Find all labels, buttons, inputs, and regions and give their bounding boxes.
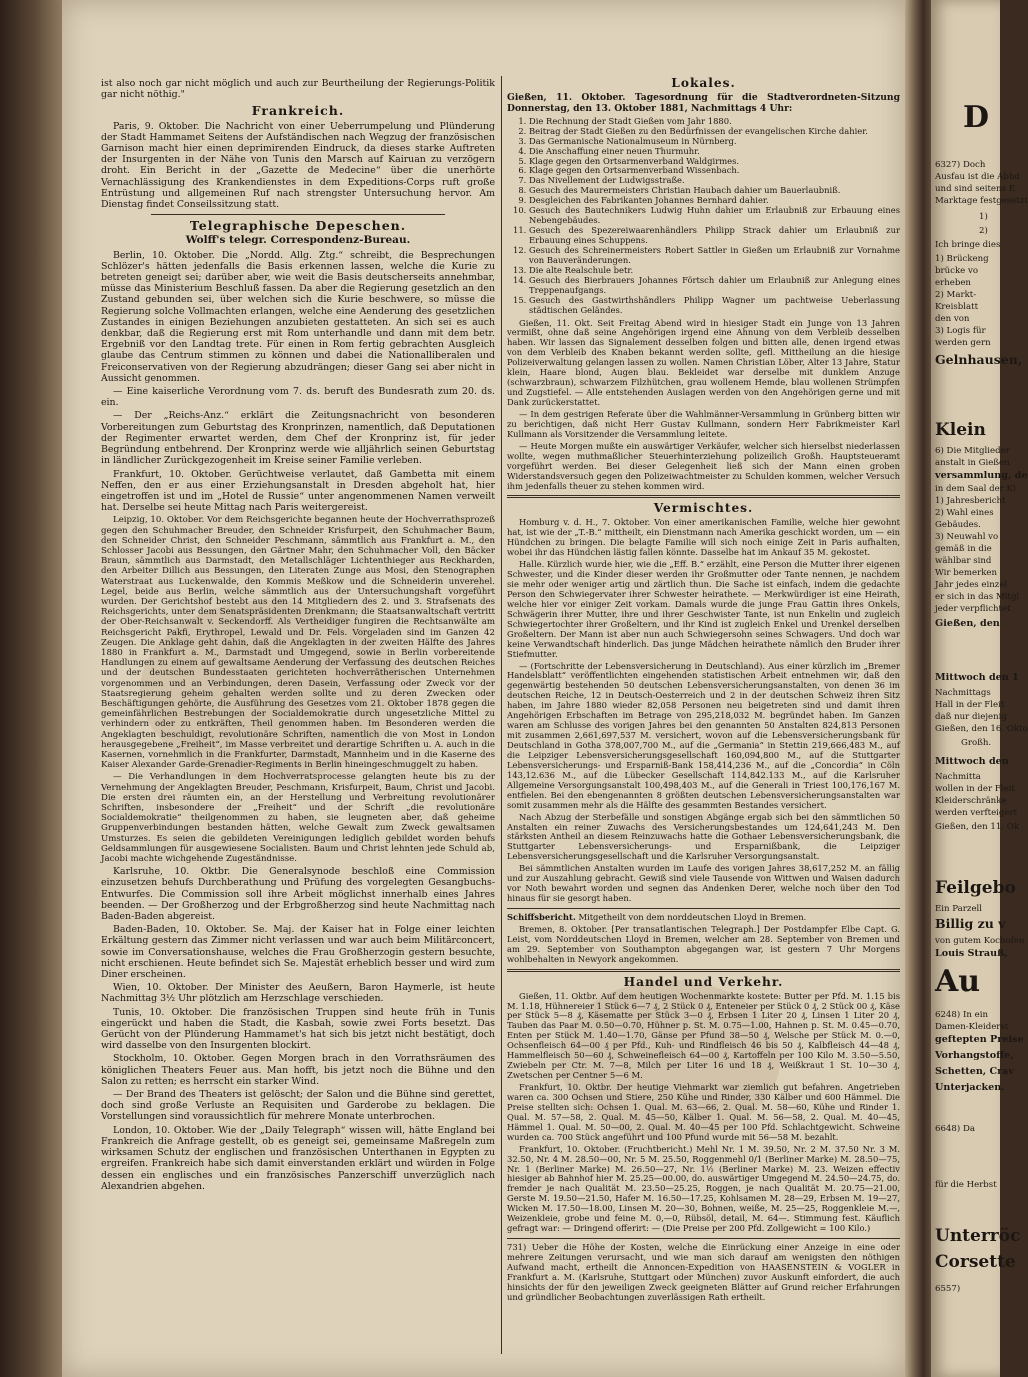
fragment-text: Billig zu v [935,916,1006,931]
fragment-text: geftepten Preise [935,1034,1024,1045]
agenda-item: 2. Beitrag der Stadt Gießen zu den Bedürfnissen der evangelischen Kirche dahier. [529,127,900,137]
left-column [101,78,495,1194]
article-giessen-missing-boy: Gießen, 11. Okt. Seit Freitag Abend wird in hiesiger Stadt ein Junge von 13 Jahren vermißt, ohne daß seine Angehörigen irgend eine Ahnung von dem Verbleib desselben haben. Wir lassen das Signalement desselben folgen und bitten alle, denen irgend etwas von dem Verbleib des Knaben bekannt werden sollte, gefl. Mittheilung an die hiesige Polizeiverwaltung gelangen lassen zu wollen. Namen Christian Löber, Alter 13 Jahre, Statur klein, Haare blond, Augen blau. Bekleidet war derselbe mit dunklem Anzuge (schwarzbraun), schwarzem Filzhütchen, grau wollenem Hemde, blau wollenen Strümpfen und Zugstiefel. — Alle entstehenden Auslagen werden von den Angehörigen gerne und mit Dank zurückerstattet. [507,317,900,408]
agenda-item: 5. Klage gegen den Ortsarmenverband Waldgirmes. [529,157,900,167]
fragment-text: 3) Logis für [935,326,986,336]
article-stockholm: Stockholm, 10. Oktober. Gegen Morgen brach in den Vorrathsräumen des königlichen Theaters Feuer aus. Man hofft, bis jetzt noch die Bühne und den Salon zu retten; es herrscht ein starker Wind. [101,1053,495,1087]
fragment-text: Gelnhausen, [935,352,1023,367]
fragment-text: wählbar sind [935,556,992,566]
fragment-text: werden gern [935,338,991,348]
section-subheading-telegraph: Wolff's telegr. Correspondenz-Bureau. [185,234,411,247]
schiffsbericht-source: Mitgetheilt von dem norddeutschen Lloyd in Bremen. [578,912,807,922]
fragment-text: 6557) [935,1284,961,1294]
right-column [507,78,900,1305]
article-london: London, 10. Oktober. Wie der „Daily Telegraph“ wissen will, hätte England bei Frankreich die Anfrage gestellt, ob es geneigt sei, gemeinsame Maßregeln zum wirksamen Schutz der englischen und französischen Unterthanen in Egypten zu ergreifen. Frankreich habe sich damit einverstanden erklärt und würden in Folge dessen ein englisches und ein französisches Panzerschiff unverzüglich nach Alexandrien abgehen. [101,1124,495,1192]
divider [507,969,900,972]
fragment-text: 3) Neuwahl vo [935,532,999,542]
agenda-item: 4. Die Anschaffung einer neuen Thurmuhr. [529,147,900,157]
column-rule [501,76,502,1354]
article-giessen-police: — Heute Morgen mußte ein auswärtiger Verkäufer, welcher sich hierselbst niederlassen wollte, wegen muthmaßlicher Steuerhinterziehung polizeilich Großh. Hauptsteueramt vorgeführt werden. Bei dieser Gelegenheit ließ sich der Mann einen groben Widerstandsversuch gegen den Polizeiwachtmeister zu Schulden kommen, welcher Versuch ihm jedenfalls theuer zu stehen kommen wird. [507,440,900,491]
fragment-text: jeder verpflichtet [935,604,1011,614]
fragment-text: Louis Strauß, [935,948,1008,959]
article-halle: Halle. Kürzlich wurde hier, wie die „Eff. B.“ erzählt, eine Person die Mutter ihrer eigenen Schwester, und die Kinder dieser werden ihr Großmutter oder Tante nennen, je nachdem sie mehr oder weniger artig und zärtlich thun. Die Sache ist einfach, indem die gedachte Person den Schwiegervater ihrer Schwester heirathete. — Merkwürdiger ist eine Heirath, welche hier vor einiger Zeit vorkam. Damals wurde die junge Frau Gattin ihres Onkels, Schwägerin ihrer Mutter, ihre und ihrer Geschwister Tante, ist nun Enkelin und zugleich Schwiegertochter ihrer Großeltern, und ihr Kind ist zugleich Enkel und Urenkel derselben Großeltern. Der Mann ist aber nun auch Schwiegersohn seines Schwagers. Und doch war keine Verwandtschaft hinderlich. Das junge Mädchen heirathete nämlich den Bruder ihrer Stiefmutter. [507,559,900,659]
agenda-item: 7. Das Nivellement der Ludwigsstraße. [529,176,900,186]
section-heading-handel: Handel und Verkehr. [623,974,784,989]
fragment-text: Marktage festgesetzt [935,196,1028,206]
fragment-text: von gutem Kochofen [935,936,1025,946]
intro-text: ist also noch gar nicht möglich und auch zur Beurtheilung der Regierungs-Politik gar nicht nöthig." [101,78,495,101]
fragment-text: D [963,100,990,135]
fragment-text: brücke vo [935,266,979,276]
fragment-text: für die Herbst [935,1180,997,1190]
fragment-text: Unterjacken. [935,1082,1005,1093]
article-insurance-3: Bei sämmtlichen Anstalten wurden im Laufe des vorigen Jahres 38,617,252 M. an fällig und zur Auszahlung gebracht. Gewiß sind viele Tausende von Wittwen und Waisen dadurch vor Noth bewahrt worden und segnen das Andenken Derer, welche noch über den Tod hinaus für sie gesorgt haben. [507,863,900,904]
article-schiffsbericht: Bremen, 8. Oktober. [Per transatlantischen Telegraph.] Der Postdampfer Elbe Capt. G. Leist, vom Norddeutschen Lloyd in Bremen, welcher am 28. September von Bremen und am 29. September von Southampton abgegangen war, ist gestern 7 Uhr Morgens wohlbehalten in Newyork angekommen. [507,923,900,964]
agenda-item: 10. Gesuch des Bautechnikers Ludwig Huhn dahier um Erlaubniß zur Erbauung eines Nebengebäudes. [529,206,900,226]
fragment-text: Hall in der Fleit [935,700,1005,710]
article-baden: Baden-Baden, 10. Oktober. Se. Maj. der Kaiser hat in Folge einer leichten Erkältung gestern das Zimmer nicht verlassen und war auch beim Militärconcert, sowie im Conversationshause, welches die Frau Großherzogin gestern besuchte, nicht erschienen. Heute befindet sich Se. Majestät erheblich besser und wird zum Diner erscheinen. [101,924,495,981]
section-heading-telegraph: Telegraphische Depeschen. [189,218,407,234]
fragment-text: Ausfau ist die Abhd [935,172,1020,182]
fragment-text: in dem Saal der Kl [935,484,1016,494]
fragment-text: versammlung, de [935,470,1028,481]
article-insurance-2: Nach Abzug der Sterbefälle und sonstigen Abgänge ergab sich bei den sämmtlichen 50 Anstalten ein reiner Zuwachs des Versicherungsbestandes um 124,641,243 M. Den stärksten Antheil an diesem Reinzuwachs hatte die Gothaer Lebensversicherungsbank, die Stuttgarter Lebensversicherungs- und Ersparnißbank, die Leipziger Lebensversicherungsgesellschaft und die Karlsruher Versorgungsanstalt. [507,811,900,862]
agenda-item: 6. Klage gegen den Ortsarmenverband Wissenbach. [529,166,900,176]
fragment-text: Nachmitta [935,772,981,782]
fragment-text: Mittwoch den [935,756,1009,767]
agenda-item: 9. Desgleichen des Fabrikanten Johannes Bernhard dahier. [529,196,900,206]
divider [507,908,900,909]
fragment-text: anstalt in Gießen [935,458,1010,468]
article-karlsruhe: Karlsruhe, 10. Oktbr. Die Generalsynode beschloß eine Commission einzusetzen behufs Durchberathung und Prüfung des vorgelegten Gesangbuchs-Entwurfes. Die Commission soll ihre Arbeit möglichst innerhalb eines Jahres beenden. — Der Großherzog und der Erbgroßherzog sind heute Nachmittag nach Baden-Baden abgereist. [101,866,495,923]
fragment-text: Gießen, den [935,618,1000,629]
agenda-item: 15. Gesuch des Gastwirthshändlers Philipp Wagner um pachtweise Ueberlassung städtischen Geländes. [529,296,900,316]
market-report-frankfurt-cattle: Frankfurt, 10. Oktbr. Der heutige Viehmarkt war ziemlich gut befahren. Angetrieben waren ca. 300 Ochsen und Stiere, 250 Kühe und Rinder, 330 Kälber und 600 Hämmel. Die Preise stellten sich: Ochsen 1. Qual. M. 63—66, 2. Qual. M. 58—60, Kühe und Rinder 1. Qual. M. 57—58, 2. Qual. M. 45—50, Kälber 1. Qual. M. 56—58, 2. Qual. M. 40—45, Hämmel 1. Qual. M. 50—00, 2. Qual. M. 40—45 per 100 Pfd. Schlachtgewicht. Schweine wurden ca. 700 Stück angeführt und 100 Pfund wurde mit 56—58 M. bezahlt. [507,1082,900,1142]
article-leipzig: Leipzig, 10. Oktober. Vor dem Reichsgerichte begannen heute der Hochverrathsprozeß gegen den Schuhmacher Breuder, den Schneider Krisfurpeit, den Schuhmacher Baum, den Schneider Christ, den Schneider Peschmann, sämmtlich aus Frankfurt a. M., den Schlosser Jacobi aus Bessungen, den Gärtner Mahr, den Schuhmacher Voll, den Bäcker Braun, sämmtlich aus Darmstadt, den Metallschläger Lichtenthieger aus Reckharden, den Arbeiter Dillich aus Bessungen, den Literaten Zunge aus Mosi, den Stenographen Waterstraat aus Luckenwalde, den Kommis Meßkow und die Schneiderin unverehel. Legel, beide aus Berlin, welche sämmtlich aus der Untersuchungshaft vorgeführt wurden. Der Gerichtshof bestebt aus den 14 Mitgliedern des 2. und 3. Strafsenats des Reichsgerichts, unter dem Senatspräsidenten Drenkmann; die Staatsanwaltschaft vertritt der Ober-Reichsanwalt v. Seckendorff. Als Vertheidiger fungiren die Rechtsanwälte am Reichsgericht Pakfi, Erythropel, Lewald und Dr. Fels. Vorgeladen sind im Ganzen 42 Zeugen. Die Anklage geht dahin, daß die Angeklagten in der zweiten Hälfte des Jahres 1880 in Frankfurt a. M., Darmstadt und Umgegend, sowie in Berlin vorbereitende Handlungen zu einem auf gewaltsame Aenderung der Verfassung des deutschen Reiches und der deutschen Bundesstaaten gerichteten hochverrätherischen Unternehmen vorgenommen und an Verbindungen, deren Dasein, Verfassung oder Zweck vor der Staatsregierung geheim gehalten werden sollte und zu deren Zwecken oder Beschäftigungen gehörte, die Ausführung des Gesetzes vom 21. Oktober 1878 gegen die gemeinfährlichen Bestrebungen der Socialdemokratie durch ungesetzliche Mittel zu verhindern oder zu entkräften, Theil genommen haben. Im Besonderen werden die Angeklagten beschuldigt, revolutionäre Schriften, namentlich die von Most in London herausgegebene „Freiheit“, im Masse verbreitet und derartige Schriften u. A. auch in die Kasernen, vornehmlich in die Frankfurter, Darmstadt, Mannheim und in die Kaserne des Kaiser Alexander Garde-Grenadier-Regiments in Berlin hineingeschmuggelt zu haben. [101,515,495,771]
article-berlin-3: — Der „Reichs-Anz.“ erklärt die Zeitungsnachricht von besonderen Vorbereitungen zum Geburtstag des Kronprinzen, namentlich, daß Deputationen der Regimenter erwartet werden, dem Chef der Kronprinz ist, für jeder Begründung entbehrend. Der Kronprinz werde wie alljährlich seinen Geburtstag in ländlicher Zurückgezogenheit im Kreise seiner Familie verleben. [101,410,495,467]
fragment-text: Klein [935,420,986,440]
fragment-text: erheben [935,278,971,288]
fragment-text: Gebäudes. [935,520,981,530]
article-homburg: Homburg v. d. H., 7. Oktober. Von einer amerikanischen Familie, welche hier gewohnt hat, ist wie der „T.-B.“ mittheilt, ein Dienstmann nach Amerika geschickt worden, um — ein Hündchen zu bringen. Die belagte Familie will sich noch einige Zeit in Paris aufhalten, wobei ihr das Hündchen lästig fallen könnte. Dasselbe hat im Ankauf 35 M. gekostet. [507,517,900,558]
fragment-text: und sind seitens E [935,184,1015,194]
agenda-item: 14. Gesuch des Bierbrauers Johannes Förtsch dahier um Erlaubniß zur Anlegung eines Treppenaufgangs. [529,276,900,296]
fragment-text: Jahr jedes einzel [935,580,1008,590]
fragment-text: wollen in der Fleit [935,784,1015,794]
agenda-list [507,117,900,316]
article-berlin: Berlin, 10. Oktober. Die „Nordd. Allg. Ztg.“ schreibt, die Besprechungen Schlözer's hätten jedenfalls die Basis erkennen lassen, welche die Kurie zu betreten geneigt sei; darüber aber, wie weit die Basis deutscherseits annehmbar, müsse das Ministerium Beschluß fassen. Da aber die Regierung gesetzlich an den Zustand gebunden sei, über welchen sich die Kurie beschwere, so müsse die Regierung solche Vollmachten erlangen, welche eine Aenderung des gesetzlichen Zustandes in einigen Beziehungen anzubieten gestatteten. An sich sei es auch denkbar, daß die Regierung erst mit Rom unterhandle und dann mit dem betr. Ergebniß vor den Landtag trete. Für einen in Rom fertig gebrachten Ausgleich glaube das Centrum stimmen zu können und dabei die Nationalliberalen und Freiconservativen von der Regierung abzudrängen; dieser Gang sei aber nicht in Aussicht genommen. [101,249,495,384]
fragment-text: daß nur diejenig [935,712,1007,722]
agenda-item: 11. Gesuch des Spezereiwaarenhändlers Philipp Strack dahier um Erlaubniß zur Erbauung eines Schuppens. [529,226,900,246]
market-report-frankfurt-grain: Frankfurt, 10. Oktober. (Fruchtbericht.) Mehl Nr. 1 M. 39.50, Nr. 2 M. 37.50 Nr. 3 M. 32.50, Nr. 4 M. 28.50—00, Nr. 5 M. 25.50, Roggenmehl 0/1 (Berliner Marke) M. 28.50—75, Nr. 1 (Berliner Marke) M. 26.50—27, Nr. 1½ (Berliner Marke) M. 23. Weizen effectiv hiesiger ab Bahnhof hier M. 25.25—00.00, do. auswärtiger Umgegend M. 24.50—24.75, do. fremder je nach Qualität M. 23.50—25.25, Roggen, je nach Qualität M. 20.75—21.00, Gerste M. 19.50—21.50, Hafer M. 16.50—17.25, Kohlsamen M. 28—29, Erbsen M. 19—27, Wicken M. 17.50—18.00, Linsen M. 20—30, Bohnen, weiße, M. 25—25, Roggenkleie M.—, Weizenkleie, grobe und feine M. 0,—0, Rübsöl, detail, M. 64—. Stimmung fest. Käuflich gefragt war: — Dringend offerirt: — (Die Preise per 200 Pfd. Zollgewicht = 100 Kilo.) [507,1143,900,1234]
fragment-text: Großh. [961,738,992,748]
fragment-text: 6327) Doch [935,160,986,170]
fragment-text: Mittwoch den 1 [935,672,1019,683]
fragment-text: Unterröc [935,1226,1021,1246]
fragment-text: Feilgebo [935,878,1016,898]
fragment-text: Ich bringe dies [935,240,1001,250]
fragment-text: Damen-Kleiderst [935,1022,1009,1032]
fragment-text: 1) [979,212,988,222]
page-fold [905,0,931,1377]
article-stockholm-2: — Der Brand des Theaters ist gelöscht; der Salon und die Bühne sind gerettet, doch sind große Verluste an Requisiten und Garderobe zu beklagen. Die Vorstellungen sind voraussichtlich für mehrere Monate unterbrochen. [101,1089,495,1123]
fragment-text: Kreisblatt [935,302,979,312]
agenda-item: 1. Die Rechnung der Stadt Gießen vom Jahr 1880. [529,117,900,127]
fragment-text: Gießen, den 11. Ok [935,822,1020,832]
article-berlin-2: — Eine kaiserliche Verordnung vom 7. ds. beruft des Bundesrath zum 20. ds. ein. [101,386,495,409]
agenda-item: 3. Das Germanische Nationalmuseum in Nürnberg. [529,137,900,147]
fragment-text: Wir bemerken [935,568,998,578]
fragment-text: Vorhangstoffe, [935,1050,1014,1061]
fragment-text: Gießen, den 16. Okto [935,724,1028,734]
article-leipzig-2: — Die Verhandlungen in dem Hochverratsprocesse gelangten heute bis zu der Vernehmung der Angeklagten Breuder, Peschmann, Krisfurpeit, Baum, Christ und Jacobi. Die ersten drei räumten ein, an der Herstellung und Verbreitung revolutionärer Schriften, insbesondere der „Freiheit“ und der Schrift „die revolutionäre Socialdemokratie“ theilgenommen zu haben, sie leugneten aber, daß geheime Gruppenverbindungen bestanden hätten, welche Gewalt zum Zweck gewaltsamen Umsturzes. Es seien die gebildeten Vereinigungen lediglich gebildet worden behufs Geldsammlungen für ausgewiesene Socialisten. Baum und Christ lehnten jede Schuld ab, Jacobi machte wichgehende Zugeständnisse. [101,772,495,865]
fragment-text: er sich in das Mitgl [935,592,1020,602]
article-insurance: — (Fortschritte der Lebensversicherung in Deutschland). Aus einer kürzlich im „Bremer Handelsblatt“ veröffentlichten eingehenden statistischen Arbeit entnehmen wir, daß den gegenwärtig bestehenden 50 deutschen Lebensversicherungsanstalten, von denen 36 im deutschen Reiche, 12 in Deutsch-Oesterreich und 2 in der deutschen Schweiz ihren Sitz haben, im Jahre 1880 wieder 82,058 Personen neu beigetreten sind und damit ihren Angehörigen Erbschaften im Betrage von 295,218,032 M. begründet haben. Im Ganzen waren am Schlusse des vorigen Jahres bei den genannten 50 Anstalten 824,813 Personen mit zusammen 2,661,697,537 M. versichert, wovon auf die Lebensversicherungsbank für Deutschland in Gotha 378,007,700 M., auf die „Germania“ in Stettin 219,666,483 M., auf die Leipziger Lebensversicherungsgesellschaft 160,094,800 M., auf die Stuttgarter Lebensversicherungs- und Ersparniß-Bank 158,414,236 M., auf die „Concordia“ in Cöln 143,12.636 M., auf die Lübecker Gesellschaft 114,842.133 M., auf die Karlsruher Allgemeine Versorgungsanstalt 100,498,403 M., auf die Generali in Triest 100,176,167 M. entfielen. Bei den ebengenannten 8 größten deutschen Lebensversicherungsanstalten war somit zusammen mehr als die Hälfte des gesammten Bestandes versichert. [507,660,900,810]
fragment-text: 2) [979,226,988,236]
article-wien: Wien, 10. Oktober. Der Minister des Aeußern, Baron Haymerle, ist heute Nachmittag 3½ Uhr plötzlich am Herzschlage verschieden. [101,982,495,1005]
fragment-text: 1) Jahresbericht [935,496,1006,506]
fragment-text: Au [935,964,981,999]
article-paris: Paris, 9. Oktober. Die Nachricht von einer Ueberrumpelung und Plünderung der Stadt Hammamet Seitens der Aufständischen nach Wegzug der französischen Garnison macht hier einen deprimirenden Eindruck, da dieses starke Auftreten der Insurgenten in der Nähe von Tunis den Marsch auf Kairuan zu verzögern droht. Ein Bericht in der „Gazette de Medecine“ über die unerhörte Vernachlässigung des Krankendienstes in dem Expeditions-Corps ruft große Entrüstung und allgemeinen Ruf nach strengster Untersuchung hervor. Am Dienstag findet Conseilssitzung statt. [101,120,495,211]
agenda-item: 13. Die alte Realschule betr. [529,266,900,276]
divider [151,214,445,215]
divider [507,495,900,498]
article-frankfurt: Frankfurt, 10. Oktober. Gerüchtweise verlautet, daß Gambetta mit einem Neffen, den er aus einer Erziehungsanstalt in Dresden abgeholt hat, hier eingetroffen ist und im „Hotel de Russie“ unter angenommenen Namen verweilt hat. Derselbe sei heute Mittag nach Paris weitergereist. [101,468,495,514]
section-heading-vermischtes: Vermischtes. [653,501,754,516]
fragment-text: 2) Wahl eines [935,508,994,518]
fragment-text: Corsette [935,1252,1016,1272]
fragment-text: den von [935,314,970,324]
fragment-text: 6648) Da [935,1124,975,1134]
section-heading-lokales: Lokales. [671,76,736,90]
market-report-giessen: Gießen, 11. Oktbr. Auf dem heutigen Wochenmarkte kostete: Butter per Pfd. M. 1.15 bis M. 1.18, Hühnereier 1 Stück 6—7 ₰, 2 Stück 0 ₰, Enteneier per Stück 0 ₰, 2 Stück 00 ₰, Käse per Stück 5—8 ₰, Käsematte per Stück 3—0 ₰, Erbsen 1 Liter 20 ₰, Linsen 1 Liter 20 ₰, Tauben das Paar M. 0.50—0.70, Hühner p. St. M. 0.75—1.00, Hahnen p. St. M. 0.45—0.70, Enten per Stück M. 1.40—1.70, Gänse per Pfund 38—50 ₰, Welsche per Stück M. 0.—0, Ochsenfleisch 64—00 ₰ per Pfd., Kuh- und Rindfleisch 46 bis 50 ₰, Kalbfleisch 44—48 ₰, Hammelfleisch 50—60 ₰, Schweinefleisch 64—00 ₰, Kartoffeln per 100 Kilo M. 3.50—5.50, Zwiebeln per Ctr. M. 7—8, Milch per Liter 16 und 18 ₰, Weißkraut 1 St. 10—30 ₰, Zwetschen per Centner 5—6 M. [507,990,900,1081]
adjacent-page-fragment [931,0,1028,1377]
fragment-text: Nachmittags [935,688,991,698]
fragment-text: Schetten, Crav [935,1066,1014,1077]
fragment-text: 2) Markt- [935,290,977,300]
article-giessen-correction: — In dem gestrigen Referate über die Wahlmänner-Versammlung in Grünberg bitten wir zu berichtigen, daß nicht Herr Gustav Kullmann, sondern Herr Fabrikmeister Karl Kullmann als Vorsitzender die Versammlung leitete. [507,408,900,439]
section-heading-schiffsbericht: Schiffsbericht. [507,912,576,922]
fragment-text: werden verfteigert [935,808,1018,818]
fragment-text: 6248) In ein [935,1010,988,1020]
advertisement-notice: 731) Ueber die Höhe der Kosten, welche die Einrückung einer Anzeige in eine oder mehrere Zeitungen verursacht, und wie man sich darauf am wenigsten den nöthigen Aufwand macht, ertheilt die Annoncen-Expedition von HAASENSTEIN & VOGLER in Frankfurt a. M. (Karlsruhe, Stuttgart oder München) zuvor Auskunft einfordert, die auch hinsichts der für den jeweiligen Zweck geeigneten Blätter auf Grund reicher Erfahrungen und gründlicher Beobachtungen zuverlässigen Rath ertheilt. [507,1242,900,1302]
book-edge-left [0,0,62,1377]
fragment-text: 1) Brückeng [935,254,989,264]
section-heading-frankreich: Frankreich. [251,103,345,119]
fragment-text: Ein Parzell [935,904,983,914]
agenda-item: 8. Gesuch des Maurermeisters Christian Haubach dahier um Bauerlaubniß. [529,186,900,196]
article-tunis: Tunis, 10. Oktober. Die französischen Truppen sind heute früh in Tunis eingerückt und haben die Stadt, die Kasbah, sowie zwei Forts besetzt. Das Gerücht von der Plünderung Hammamet's hat sich bis jetzt nicht bestätigt, doch wird dasselbe von den Insurgenten blockirt. [101,1006,495,1052]
fragment-text: Kleiderschränke [935,796,1007,806]
agenda-intro: Gießen, 11. Oktober. Tagesordnung für die Stadtverordneten-Sitzung Donnerstag, den 13. Oktober 1881, Nachmittags 4 Uhr: [507,91,900,114]
fragment-text: 6) Die Mitglieder [935,446,1010,456]
fragment-text: gemäß in die [935,544,992,554]
agenda-item: 12. Gesuch des Schreinermeisters Robert Sattler in Gießen um Erlaubniß zur Vornahme von Bauveränderungen. [529,246,900,266]
divider [507,1238,900,1239]
